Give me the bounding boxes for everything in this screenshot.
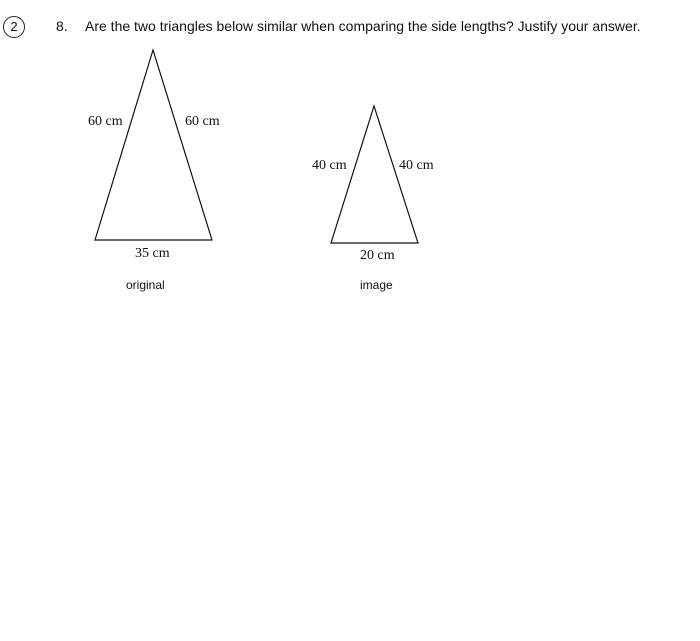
points-badge: 2 (3, 16, 25, 38)
original-left-side-label: 60 cm (88, 114, 123, 129)
image-right-side-label: 40 cm (399, 158, 434, 173)
original-right-side-label: 60 cm (185, 114, 220, 129)
original-caption: original (126, 278, 165, 292)
question-number: 8. (56, 18, 68, 34)
image-base-label: 20 cm (360, 248, 395, 263)
question-text: Are the two triangles below similar when comparing the side lengths? Justify your answer. (85, 18, 641, 34)
original-base-label: 35 cm (135, 246, 170, 261)
image-triangle (331, 106, 418, 243)
original-triangle (95, 50, 212, 240)
image-left-side-label: 40 cm (312, 158, 347, 173)
image-caption: image (360, 278, 393, 292)
